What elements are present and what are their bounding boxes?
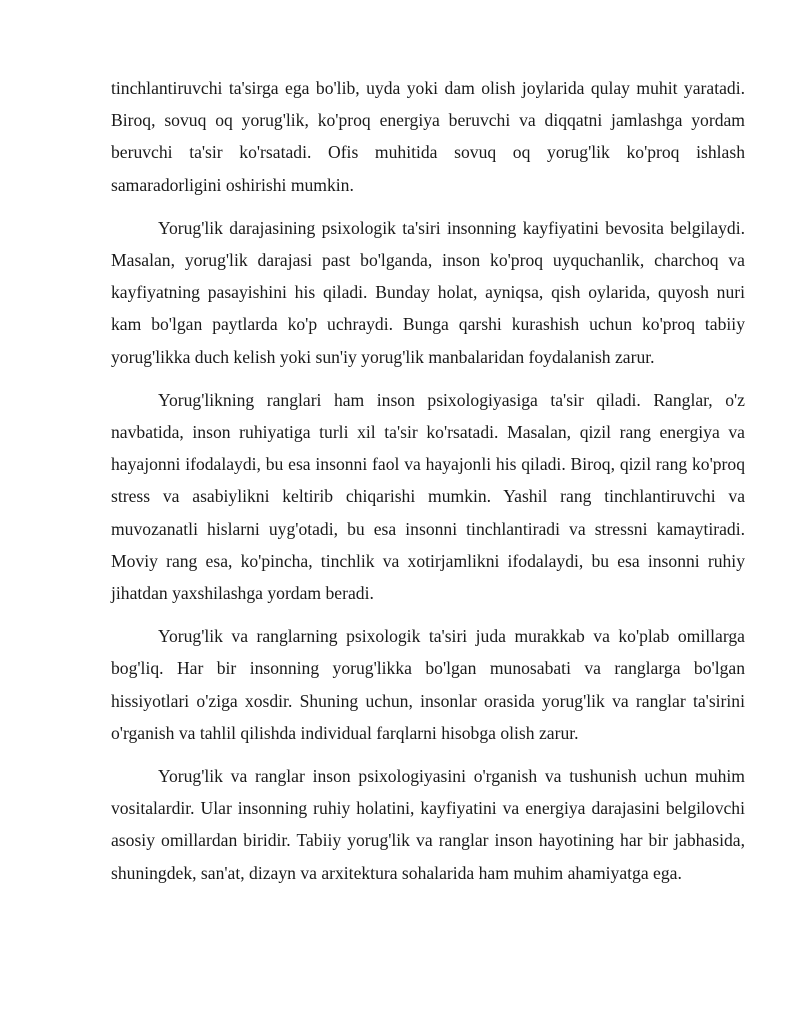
paragraph-conclusion: Yorug'lik va ranglar inson psixologiyasini o'rganish va tushunish uchun muhim vositalardir. Ular insonning ruhiy holatini, kayfiyatini va energiya darajasini belgilovchi asosiy omillardan biridir. Tabiiy yorug'lik va ranglar inson hayotining har bir jabhasida, shuningdek, san'at, dizayn va arxitektura sohalarida ham muhim ahamiyatga ega. bbox=[111, 766, 745, 883]
paragraph-light-colors: Yorug'likning ranglari ham inson psixologiyasiga ta'sir qiladi. Ranglar, o'z navbatida, inson ruhiyatiga turli xil ta'sir ko'rsatadi. Masalan, qizil rang energiya va hayajonni ifodalaydi, bu esa insonni faol va hayajonli his qiladi. Biroq, qizil rang ko'proq stress va asabiylikni keltirib chiqarishi mumkin. Yashil rang tinchlantiruvchi va muvozanatli hislarni uyg'otadi, bu esa insonni tinchlantiradi va stressni kamaytiradi. Moviy rang esa, ko'pincha, tinchlik va xotirjamlikni ifodalaydi, bu esa insonni ruhiy jihatdan yaxshilashga yordam beradi. bbox=[111, 389, 745, 604]
paragraph-light-level: Yorug'lik darajasining psixologik ta'siri insonning kayfiyatini bevosita belgilaydi. Masalan, yorug'lik darajasi past bo'lganda, inson ko'proq uyquchanlik, charchoq va kayfiyatning pasayishini his qiladi. Bunday holat, ayniqsa, qish oylarida, quyosh nuri kam bo'lgan paytlarda ko'p uchraydi. Bunga qarshi kurashish uchun ko'proq tabiiy yorug'likka duch kelish yoki sun'iy yorug'lik manbalaridan foydalanish zarur. bbox=[111, 217, 745, 367]
document-body bbox=[111, 72, 745, 900]
paragraph-continuation: tinchlantiruvchi ta'sirga ega bo'lib, uyda yoki dam olish joylarida qulay muhit yaratadi. Biroq, sovuq oq yorug'lik, ko'proq energiya beruvchi va diqqatni jamlashga yordam beruvchi ta'sir ko'rsatadi. Ofis muhitida sovuq oq yorug'lik ko'proq ishlash samaradorligini oshirishi mumkin. bbox=[111, 78, 745, 195]
paragraph-individual-differences: Yorug'lik va ranglarning psixologik ta'siri juda murakkab va ko'plab omillarga bog'liq. Har bir insonning yorug'likka bo'lgan munosabati va ranglarga bo'lgan hissiyotlari o'ziga xosdir. Shuning uchun, insonlar orasida yorug'lik va ranglar ta'sirini o'rganish va tahlil qilishda individual farqlarni hisobga olish zarur. bbox=[111, 626, 745, 743]
